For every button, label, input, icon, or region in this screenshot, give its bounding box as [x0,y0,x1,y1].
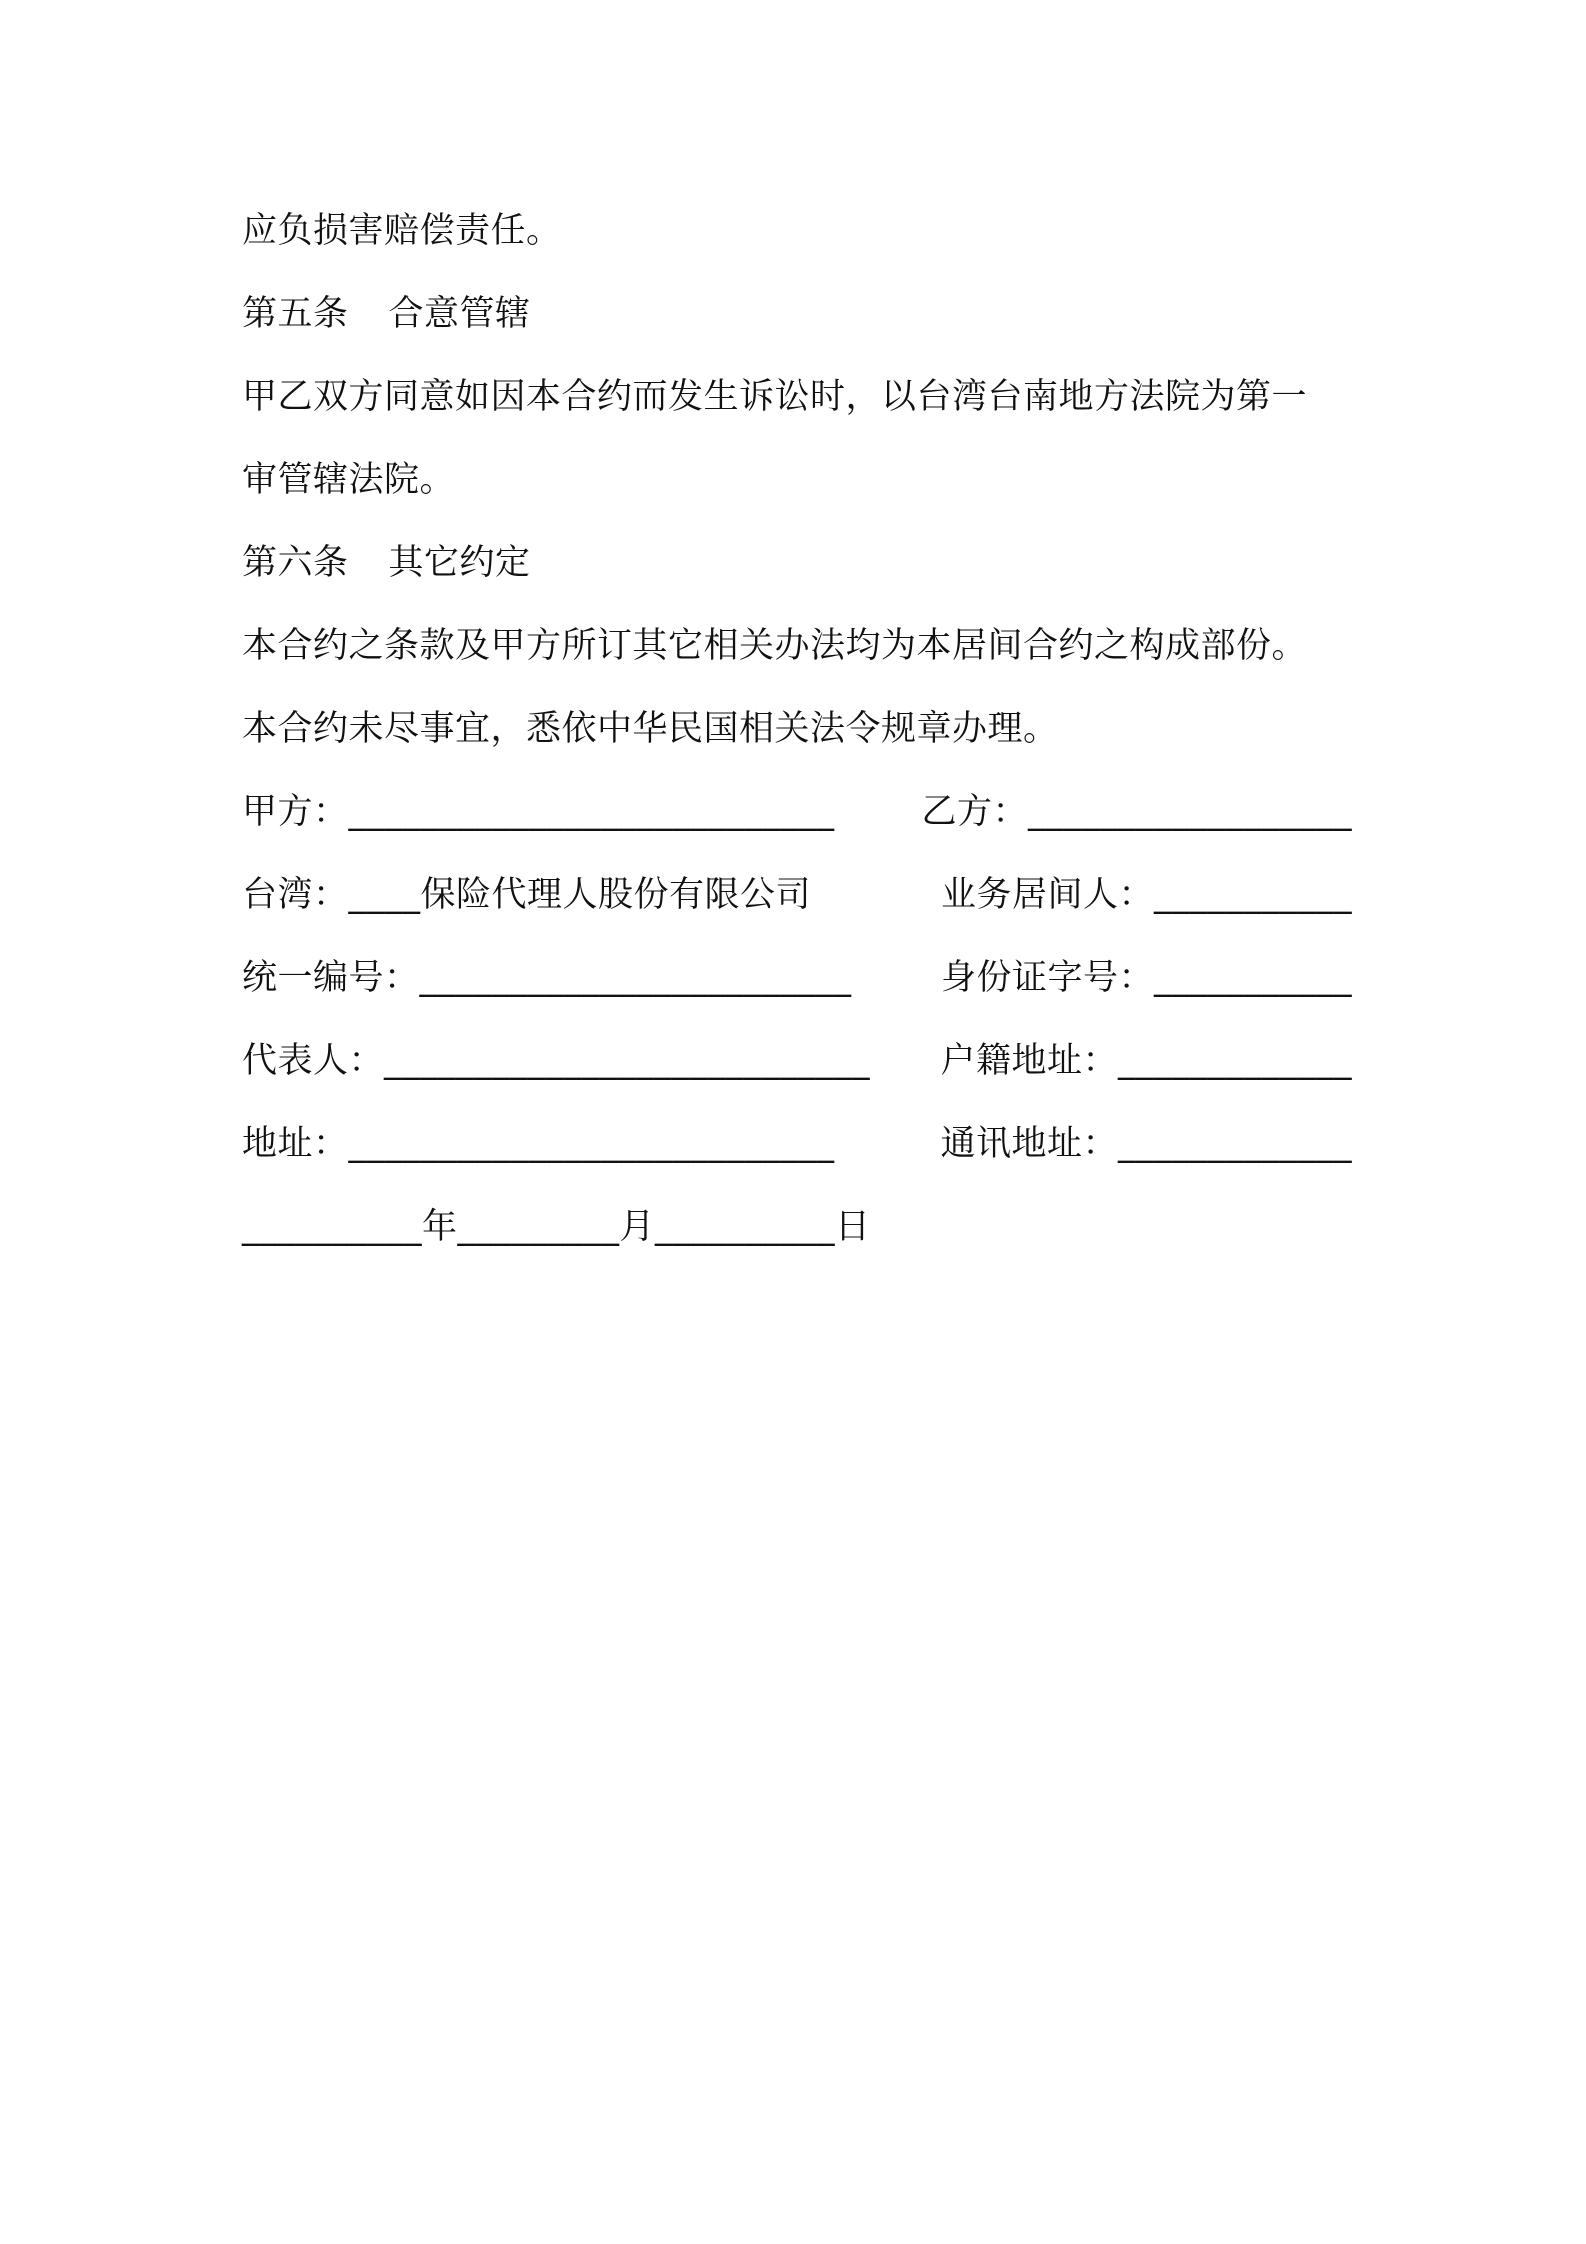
paragraph-text: 本合约之条款及甲方所订其它相关办法均为本居间合约之构成部份。 [242,626,1308,666]
document-page [242,190,1352,1269]
article-5-heading [242,273,1352,356]
address-field: 地址：___________________________ [242,1124,835,1164]
unified-number-field: 统一编号：________________________ [242,958,852,998]
paragraph-text: 本合约未尽事宜，悉依中华民国相关法令规章办理。 [242,709,1059,749]
signature-row [242,937,1352,1020]
date-line: __________年_________月__________日 [242,1207,871,1247]
article-title: 其它约定 [388,543,531,583]
paragraph-text: 审管辖法院。 [242,460,456,500]
article-number: 第五条 [242,294,349,334]
signature-row [242,771,1352,854]
signature-row [242,1020,1352,1103]
party-a-field: 甲方：___________________________ [242,792,835,832]
broker-field: 业务居间人：___________ [940,875,1352,915]
party-b-field: 乙方：__________________ [921,792,1352,832]
article-title: 合意管辖 [388,294,531,334]
mailing-address-field: 通讯地址：_____________ [940,1124,1352,1164]
article-6-heading [242,522,1352,605]
article-number: 第六条 [242,543,349,583]
company-field: 台湾：____保险代理人股份有限公司 [242,875,812,915]
signature-row [242,1103,1352,1186]
household-address-field: 户籍地址：_____________ [940,1041,1352,1081]
representative-field: 代表人：___________________________ [242,1041,871,1081]
paragraph-text: 应负损害赔偿责任。 [242,211,562,251]
paragraph-text: 甲乙双方同意如因本合约而发生诉讼时，以台湾台南地方法院为第一 [242,377,1308,417]
id-number-field: 身份证字号：___________ [940,958,1352,998]
signature-row [242,854,1352,937]
